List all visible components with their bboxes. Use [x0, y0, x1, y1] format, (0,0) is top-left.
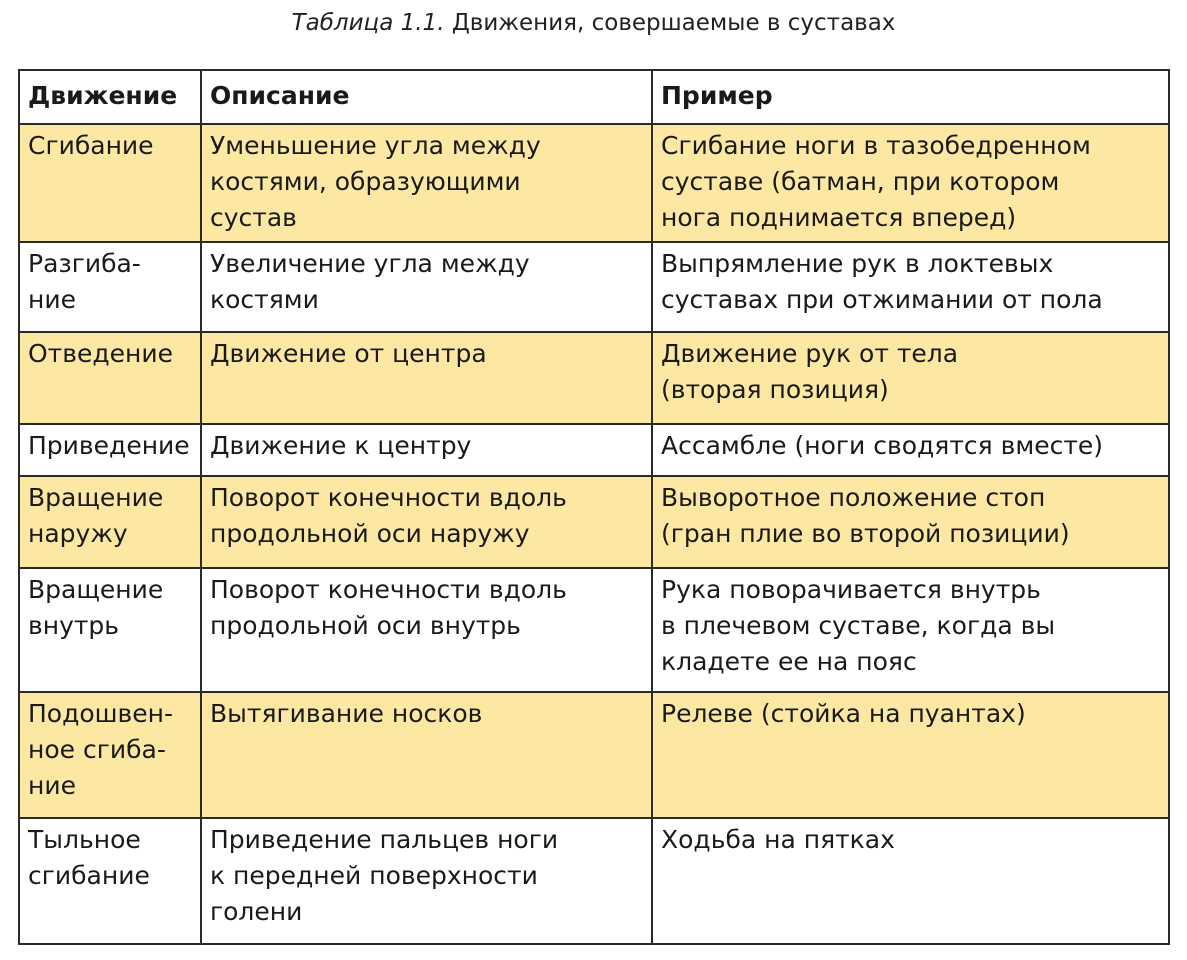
movement-text: Разгиба- ние — [28, 249, 141, 314]
table-row — [19, 476, 1169, 568]
example-text: Движение рук от тела (вторая позиция) — [661, 339, 959, 404]
example-cell: Ассамбле (ноги сводятся вместе) — [652, 424, 1169, 476]
table-row — [19, 242, 1169, 332]
table-row — [19, 692, 1169, 818]
example-cell — [652, 332, 1169, 424]
table-header-row — [19, 70, 1169, 124]
description-cell: Движение к центру — [201, 424, 652, 476]
caption-text: Движения, совершаемые в суставах — [451, 10, 896, 36]
example-cell: Ходьба на пятках — [652, 818, 1169, 944]
description-cell — [201, 242, 652, 332]
movement-cell: Приведение — [19, 424, 201, 476]
description-text: Поворот конечности вдоль продольной оси внутрь — [210, 575, 567, 640]
header-example: Пример — [652, 70, 1169, 124]
movement-text: Вращение наружу — [28, 483, 164, 548]
table-row — [19, 124, 1169, 242]
description-cell — [201, 124, 652, 242]
movement-cell — [19, 818, 201, 944]
table-caption — [0, 8, 1187, 38]
example-cell — [652, 242, 1169, 332]
header-movement: Движение — [19, 70, 201, 124]
description-text: Приведение пальцев ноги к передней поверхности голени — [210, 825, 559, 926]
example-cell — [652, 568, 1169, 692]
movement-cell — [19, 692, 201, 818]
description-text: Поворот конечности вдоль продольной оси наружу — [210, 483, 567, 548]
table-row — [19, 332, 1169, 424]
description-text: Уменьшение угла между костями, образующими сустав — [210, 131, 541, 232]
description-cell: Движение от центра — [201, 332, 652, 424]
movement-cell — [19, 476, 201, 568]
description-text: Увеличение угла между костями — [210, 249, 530, 314]
movement-cell — [19, 568, 201, 692]
example-text: Рука поворачивается внутрь в плечевом суставе, когда вы кладете ее на пояс — [661, 575, 1056, 676]
description-cell — [201, 476, 652, 568]
movement-text: Вращение внутрь — [28, 575, 164, 640]
header-description: Описание — [201, 70, 652, 124]
example-text: Выпрямление рук в локтевых суставах при отжимании от пола — [661, 249, 1103, 314]
description-cell — [201, 568, 652, 692]
example-cell — [652, 124, 1169, 242]
movement-cell: Отведение — [19, 332, 201, 424]
description-cell — [201, 818, 652, 944]
movement-text: Подошвен- ное сгиба- ние — [28, 699, 174, 800]
example-text: Сгибание ноги в тазобедренном суставе (батман, при котором нога поднимается вперед) — [661, 131, 1091, 232]
movement-text: Сгибание — [28, 131, 154, 160]
table-row — [19, 424, 1169, 476]
example-cell: Релеве (стойка на пуантах) — [652, 692, 1169, 818]
example-text: Выворотное положение стоп (гран плие во второй позиции) — [661, 483, 1070, 548]
movement-cell — [19, 242, 201, 332]
joint-movements-table — [18, 69, 1170, 945]
table-row — [19, 568, 1169, 692]
movement-text: Тыльное сгибание — [28, 825, 150, 890]
caption-label: Таблица 1.1. — [291, 10, 445, 36]
description-cell: Вытягивание носков — [201, 692, 652, 818]
movement-cell — [19, 124, 201, 242]
example-cell — [652, 476, 1169, 568]
table-row — [19, 818, 1169, 944]
